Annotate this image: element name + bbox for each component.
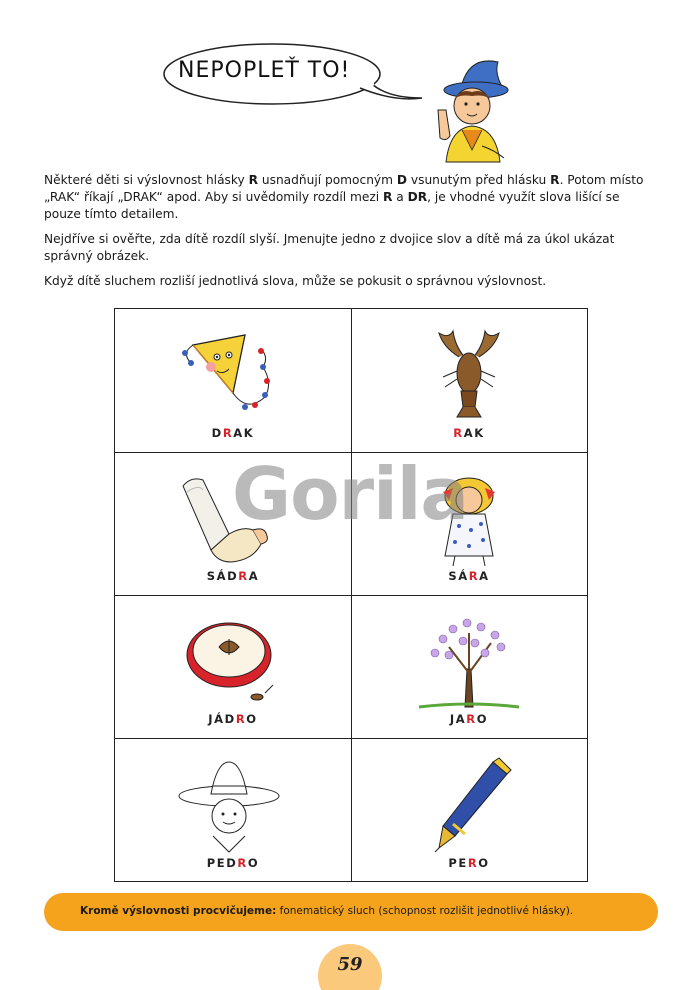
intro-paragraph-3: Když dítě sluchem rozliší jednotlivá slova, může se pokusit o správnou výslovnost. xyxy=(44,274,547,288)
word-label: SÁDRA xyxy=(206,568,260,583)
word-label: JÁDRO xyxy=(208,711,258,726)
card-jadro xyxy=(115,595,352,739)
intro-text xyxy=(44,172,660,298)
fountain-pen-icon xyxy=(409,756,529,856)
blossom-tree-icon xyxy=(409,613,529,713)
boy-with-hat-illustration xyxy=(420,54,530,166)
card-pedro xyxy=(115,738,352,882)
boy-sombrero-icon xyxy=(173,756,293,856)
banner-text: Kromě výslovnosti procvičujeme: fonematický sluch (schopnost rozlišit jednotlivé hlásky). xyxy=(80,905,574,917)
word-label: PERO xyxy=(448,855,490,870)
watermark: Gorila xyxy=(232,452,469,536)
crayfish-icon xyxy=(409,327,529,427)
card-drak xyxy=(115,309,352,453)
speech-bubble xyxy=(160,36,420,116)
word-picture-grid xyxy=(114,308,588,882)
word-label: PEDRO xyxy=(206,855,260,870)
card-pero xyxy=(351,738,587,882)
word-label: JARO xyxy=(449,711,489,726)
word-label: DRAK xyxy=(211,425,255,440)
intro-paragraph-1: Některé děti si výslovnost hlásky R usnadňují pomocným D vsunutým před hlásku R. Potom místo „RAK“ říkají „DRAK“ apod. Aby si uvědomily rozdíl mezi R a DR, je vhodné využít slova lišící se pouze tímto detailem. xyxy=(44,173,644,221)
card-rak xyxy=(351,309,587,453)
word-label: RAK xyxy=(453,425,485,440)
page-number: 59 xyxy=(337,954,363,975)
intro-paragraph-2: Nejdříve si ověřte, zda dítě rozdíl slyší. Jmenujte jedno z dvojice slov a dítě má za úkol ukázat správný obrázek. xyxy=(44,232,615,263)
word-label: SÁRA xyxy=(448,568,490,583)
kite-icon xyxy=(173,327,293,427)
apple-core-icon xyxy=(173,613,293,713)
card-jaro xyxy=(351,595,587,739)
bubble-title: NEPOPLEŤ TO! xyxy=(178,58,351,83)
practice-banner xyxy=(44,893,658,931)
